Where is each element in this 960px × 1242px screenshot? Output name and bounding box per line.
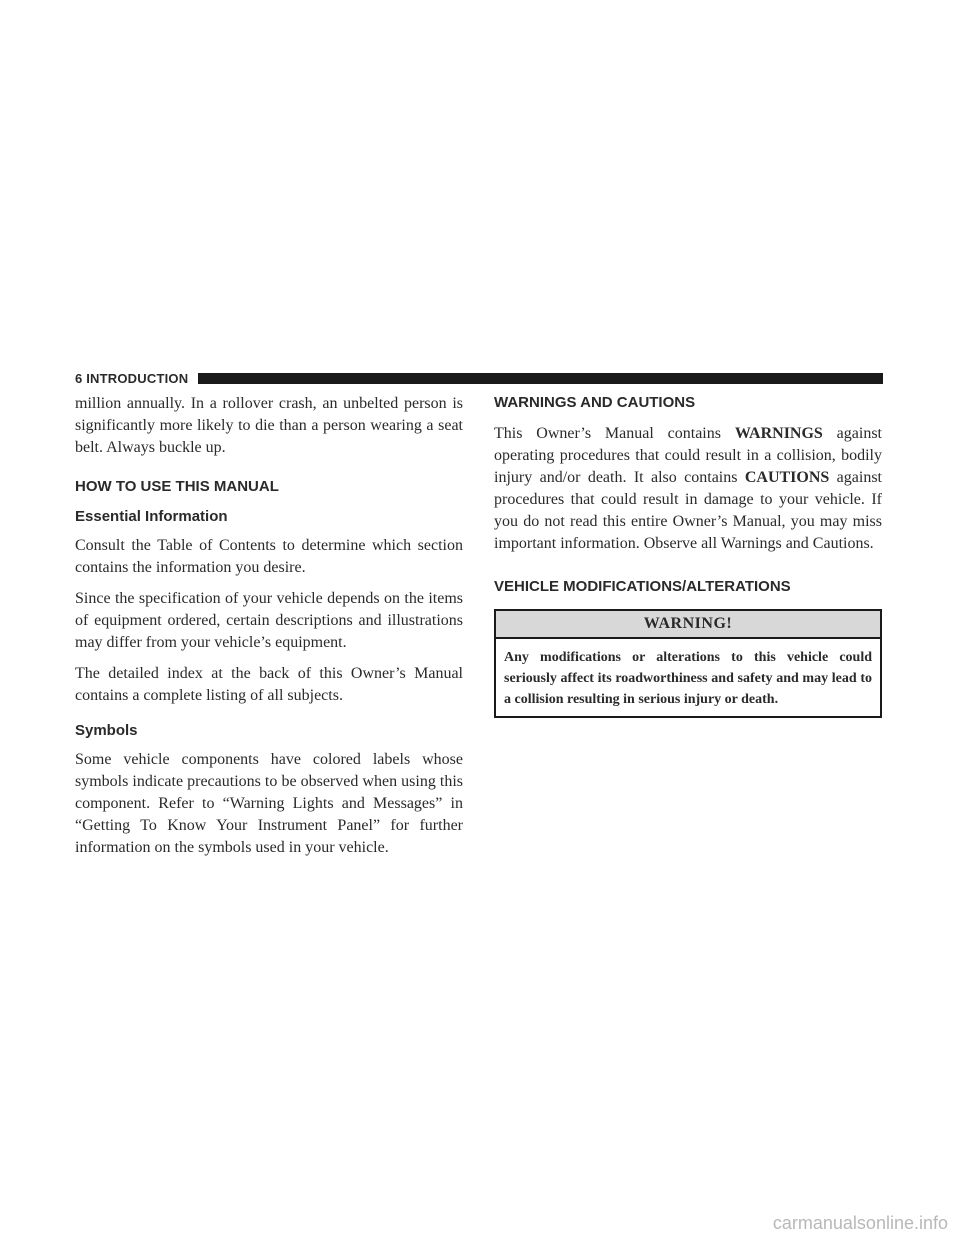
symbols-paragraph: Some vehicle components have colored labels whose symbols indicate precautions to be observed when using this component. Refer to “Warning Lights and Messages” in “Getting To Know Your Instrument Panel” for further information on the symbols used in your vehicle. bbox=[75, 751, 463, 856]
section-title-warnings-cautions: WARNINGS AND CAUTIONS bbox=[494, 394, 696, 411]
header-rule bbox=[198, 373, 883, 384]
page-label: 6 INTRODUCTION bbox=[75, 370, 189, 386]
warnings-text-2: against operating procedures that could result in a collision, bodily injury and/or death. It also contains bbox=[494, 425, 882, 486]
section-title-how-to-use: HOW TO USE THIS MANUAL bbox=[75, 478, 279, 495]
subsection-title-essential: Essential Information bbox=[75, 508, 228, 525]
warnings-paragraph bbox=[494, 423, 882, 555]
cautions-keyword: CAUTIONS bbox=[744, 469, 830, 486]
warnings-text-3: against procedures that could result in damage to your vehicle. If you do not read this entire Owner’s Manual, you may miss important information. Observe all Warnings and Cautions. bbox=[494, 469, 883, 552]
warnings-keyword: WARNINGS bbox=[734, 425, 823, 442]
warning-box-body: Any modifications or alterations to this vehicle could seriously affect its roadworthiness and safety and may lead to a collision resulting in serious injury or death. bbox=[504, 650, 872, 707]
right-column bbox=[494, 393, 882, 718]
warnings-text-1: This Owner’s Manual contains bbox=[494, 425, 735, 442]
section-title-modifications: VEHICLE MODIFICATIONS/ALTERATIONS bbox=[494, 578, 791, 595]
essential-paragraph-2: Since the specification of your vehicle depends on the items of equipment ordered, certain descriptions and illustrations may differ from your vehicle’s equipment. bbox=[75, 590, 463, 651]
warning-box-title: WARNING! bbox=[496, 611, 880, 639]
intro-paragraph: million annually. In a rollover crash, an unbelted person is significantly more likely to die than a person wearing a seat belt. Always buckle up. bbox=[75, 395, 463, 456]
essential-paragraph-3: The detailed index at the back of this Owner’s Manual contains a complete listing of all subjects. bbox=[75, 665, 463, 704]
essential-paragraph-1: Consult the Table of Contents to determine which section contains the information you desire. bbox=[75, 537, 463, 576]
left-column bbox=[75, 393, 463, 868]
subsection-title-symbols: Symbols bbox=[75, 722, 138, 739]
warning-box bbox=[494, 609, 882, 718]
page-header bbox=[75, 370, 883, 386]
watermark: carmanualsonline.info bbox=[772, 1213, 948, 1233]
